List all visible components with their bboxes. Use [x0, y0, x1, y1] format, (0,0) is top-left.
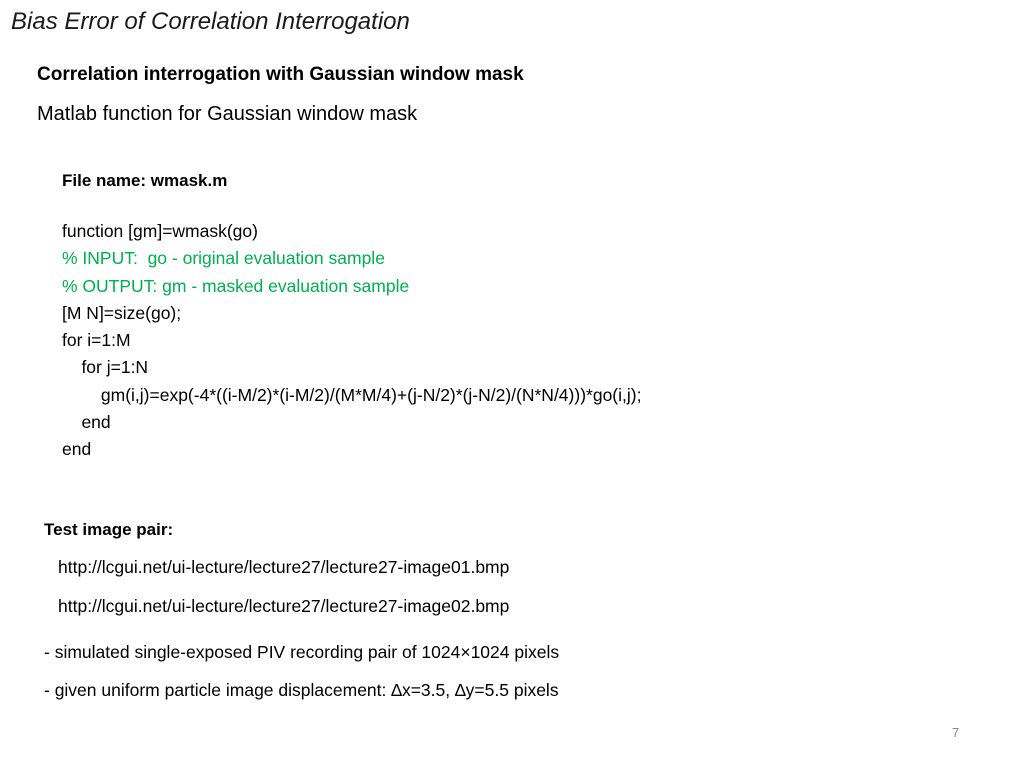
code-comment-output: % OUTPUT: gm - masked evaluation sample	[62, 275, 410, 296]
code-line-size: [M N]=size(go);	[62, 302, 182, 323]
slide-description: Matlab function for Gaussian window mask	[37, 103, 418, 125]
code-line-gm: gm(i,j)=exp(-4*((i-M/2)*(i-M/2)/(M*M/4)+(j-N/2)*(j-N/2)/(N*N/4)))*go(i,j);	[62, 384, 642, 405]
note-displacement: - given uniform particle image displacement: ∆x=3.5, ∆y=5.5 pixels	[44, 680, 559, 700]
slide-subtitle: Correlation interrogation with Gaussian window mask	[37, 64, 524, 85]
slide-title: Bias Error of Correlation Interrogation	[11, 8, 410, 35]
code-block	[62, 218, 641, 464]
code-comment-input: % INPUT: go - original evaluation sample	[62, 248, 385, 269]
test-image-pair-label: Test image pair:	[44, 520, 174, 539]
image-url-1[interactable]: http://lcgui.net/ui-lecture/lecture27/lecture27-image01.bmp	[58, 557, 510, 577]
file-name-label: File name: wmask.m	[62, 171, 228, 190]
note-recording-pair: - simulated single-exposed PIV recording pair of 1024×1024 pixels	[44, 642, 560, 662]
code-line-end-outer: end	[62, 439, 92, 460]
code-line-end-inner: end	[62, 412, 111, 433]
code-line-for-i: for i=1:M	[62, 330, 131, 351]
image-url-2[interactable]: http://lcgui.net/ui-lecture/lecture27/lecture27-image02.bmp	[58, 596, 510, 616]
page-number: 7	[952, 725, 960, 740]
code-line-for-j: for j=1:N	[62, 357, 149, 378]
code-line-function: function [gm]=wmask(go)	[62, 221, 258, 241]
